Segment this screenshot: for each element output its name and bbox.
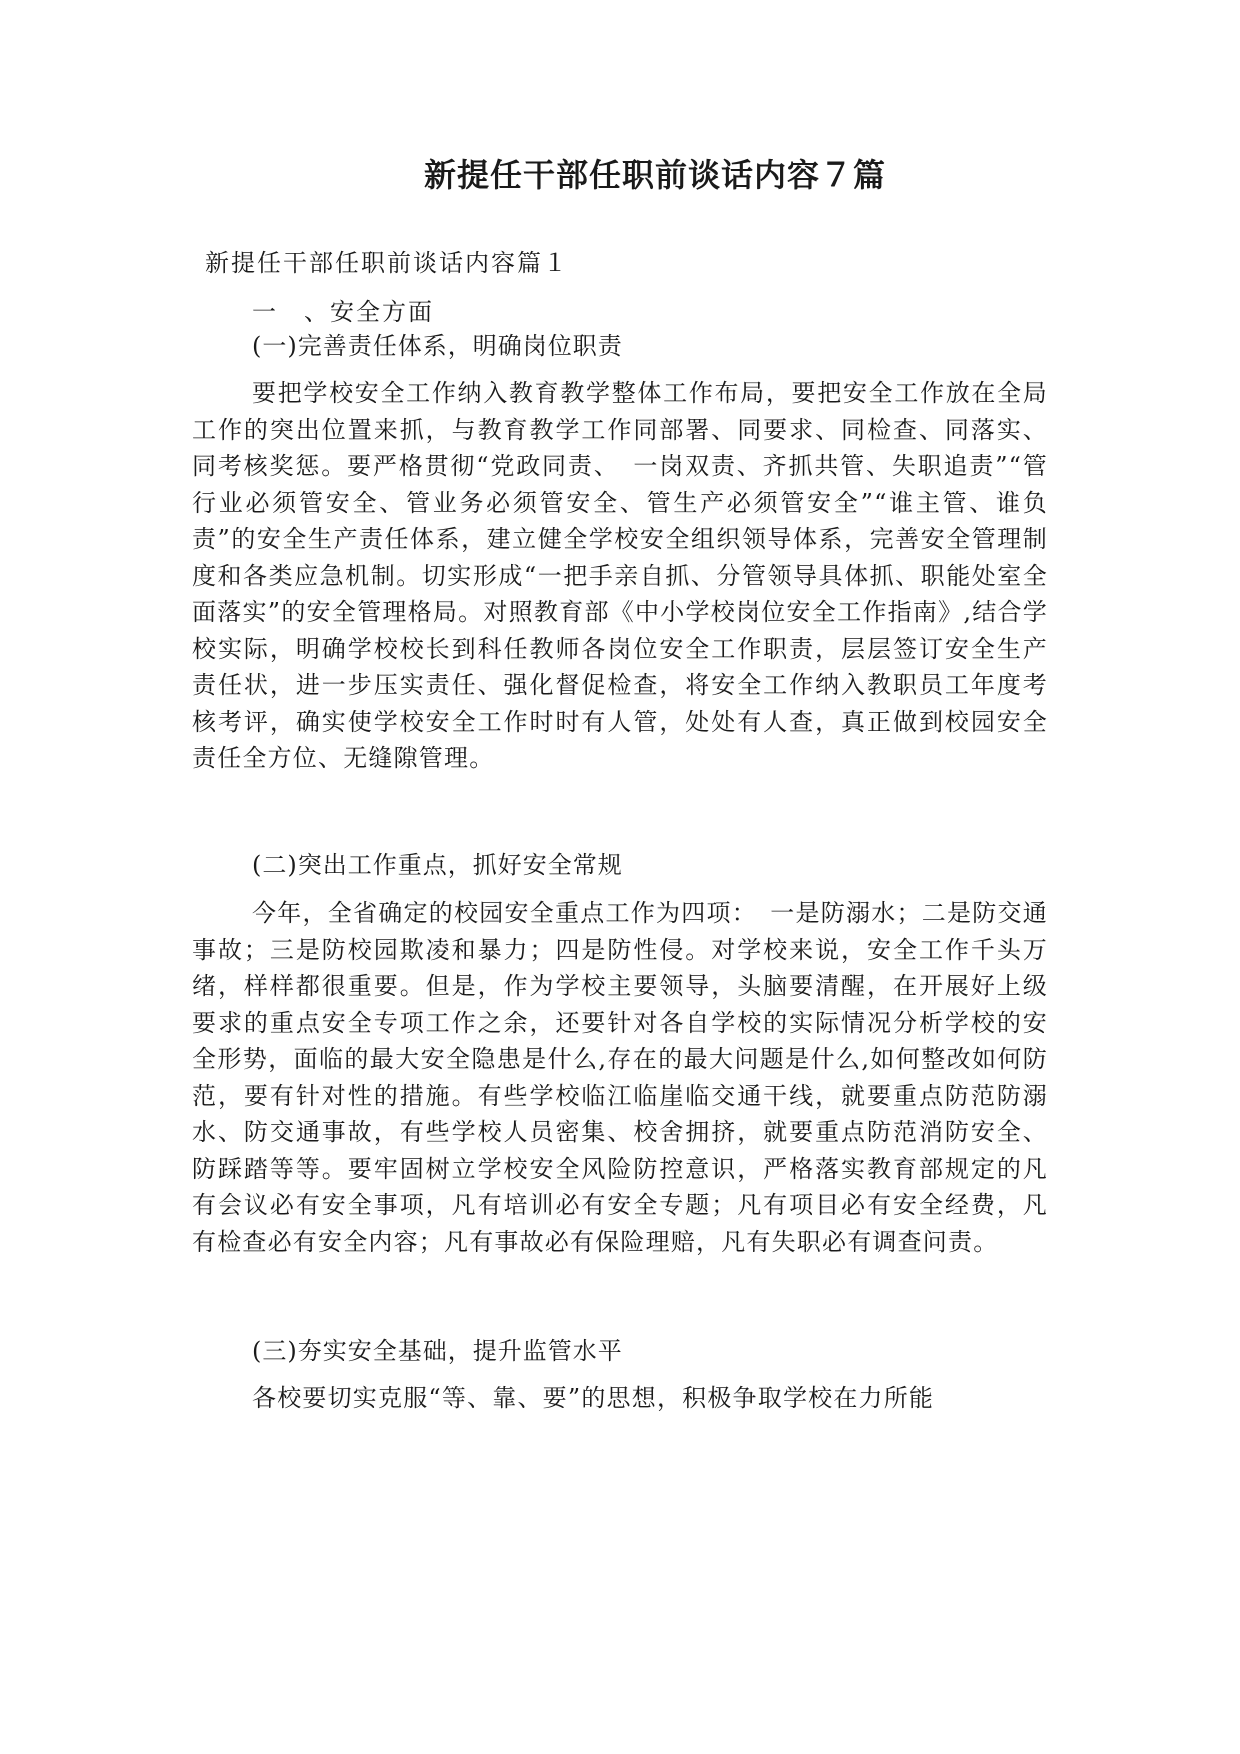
subsection-heading-3: (三)夯实安全基础，提升监管水平: [252, 1337, 623, 1365]
paragraph-2: 今年，全省确定的校园安全重点工作为四项： 一是防溺水；二是防交通事故；三是防校园欺凌和暴力；四是防性侵。对学校来说，安全工作千头万绪，样样都很重要。但是，作为学校主要领导，头脑要清醒，在开展好上级要求的重点安全专项工作之余，还要针对各自学校的实际情况分析学校的安全形势，面临的最大安全隐患是什么,存在的最大问题是什么,如何整改如何防范，要有针对性的措施。有些学校临江临崖临交通干线，就要重点防范防溺水、防交通事故，有些学校人员密集、校舍拥挤，就要重点防范消防安全、防踩踏等等。要牢固树立学校安全风险防控意识，严格落实教育部规定的凡有会议必有安全事项，凡有培训必有安全专题；凡有项目必有安全经费，凡有检查必有安全内容；凡有事故必有保险理赔，凡有失职必有调查问责。: [192, 899, 1048, 1256]
paragraph-3: 各校要切实克服“等、靠、要”的思想，积极争取学校在力所能: [252, 1384, 935, 1412]
subsection-heading-1: (一)完善责任体系，明确岗位职责: [252, 332, 623, 360]
document-title: 新提任干部任职前谈话内容７篇: [423, 156, 886, 194]
paragraph-1: 要把学校安全工作纳入教育教学整体工作布局，要把安全工作放在全局工作的突出位置来抓，与教育教学工作同部署、同要求、同检查、同落实、同考核奖惩。要严格贯彻“党政同责、 一岗双责、齐抓共管、失职追责”“管行业必须管安全、管业务必须管安全、管生产必须管安全”“谁主管、谁负责”的安全生产责任体系，建立健全学校安全组织领导体系，完善安全管理制度和各类应急机制。切实形成“一把手亲自抓、分管领导具体抓、职能处室全面落实”的安全管理格局。对照教育部《中小学校岗位安全工作指南》,结合学校实际，明确学校校长到科任教师各岗位安全工作职责，层层签订安全生产责任状，进一步压实责任、强化督促检查，将安全工作纳入教职员工年度考核考评，确实使学校安全工作时时有人管，处处有人查，真正做到校园安全责任全方位、无缝隙管理。: [192, 379, 1048, 772]
section-title: 新提任干部任职前谈话内容篇１: [205, 249, 569, 277]
subsection-heading-2: (二)突出工作重点，抓好安全常规: [252, 851, 623, 879]
heading-safety: 一 、安全方面: [252, 298, 434, 326]
